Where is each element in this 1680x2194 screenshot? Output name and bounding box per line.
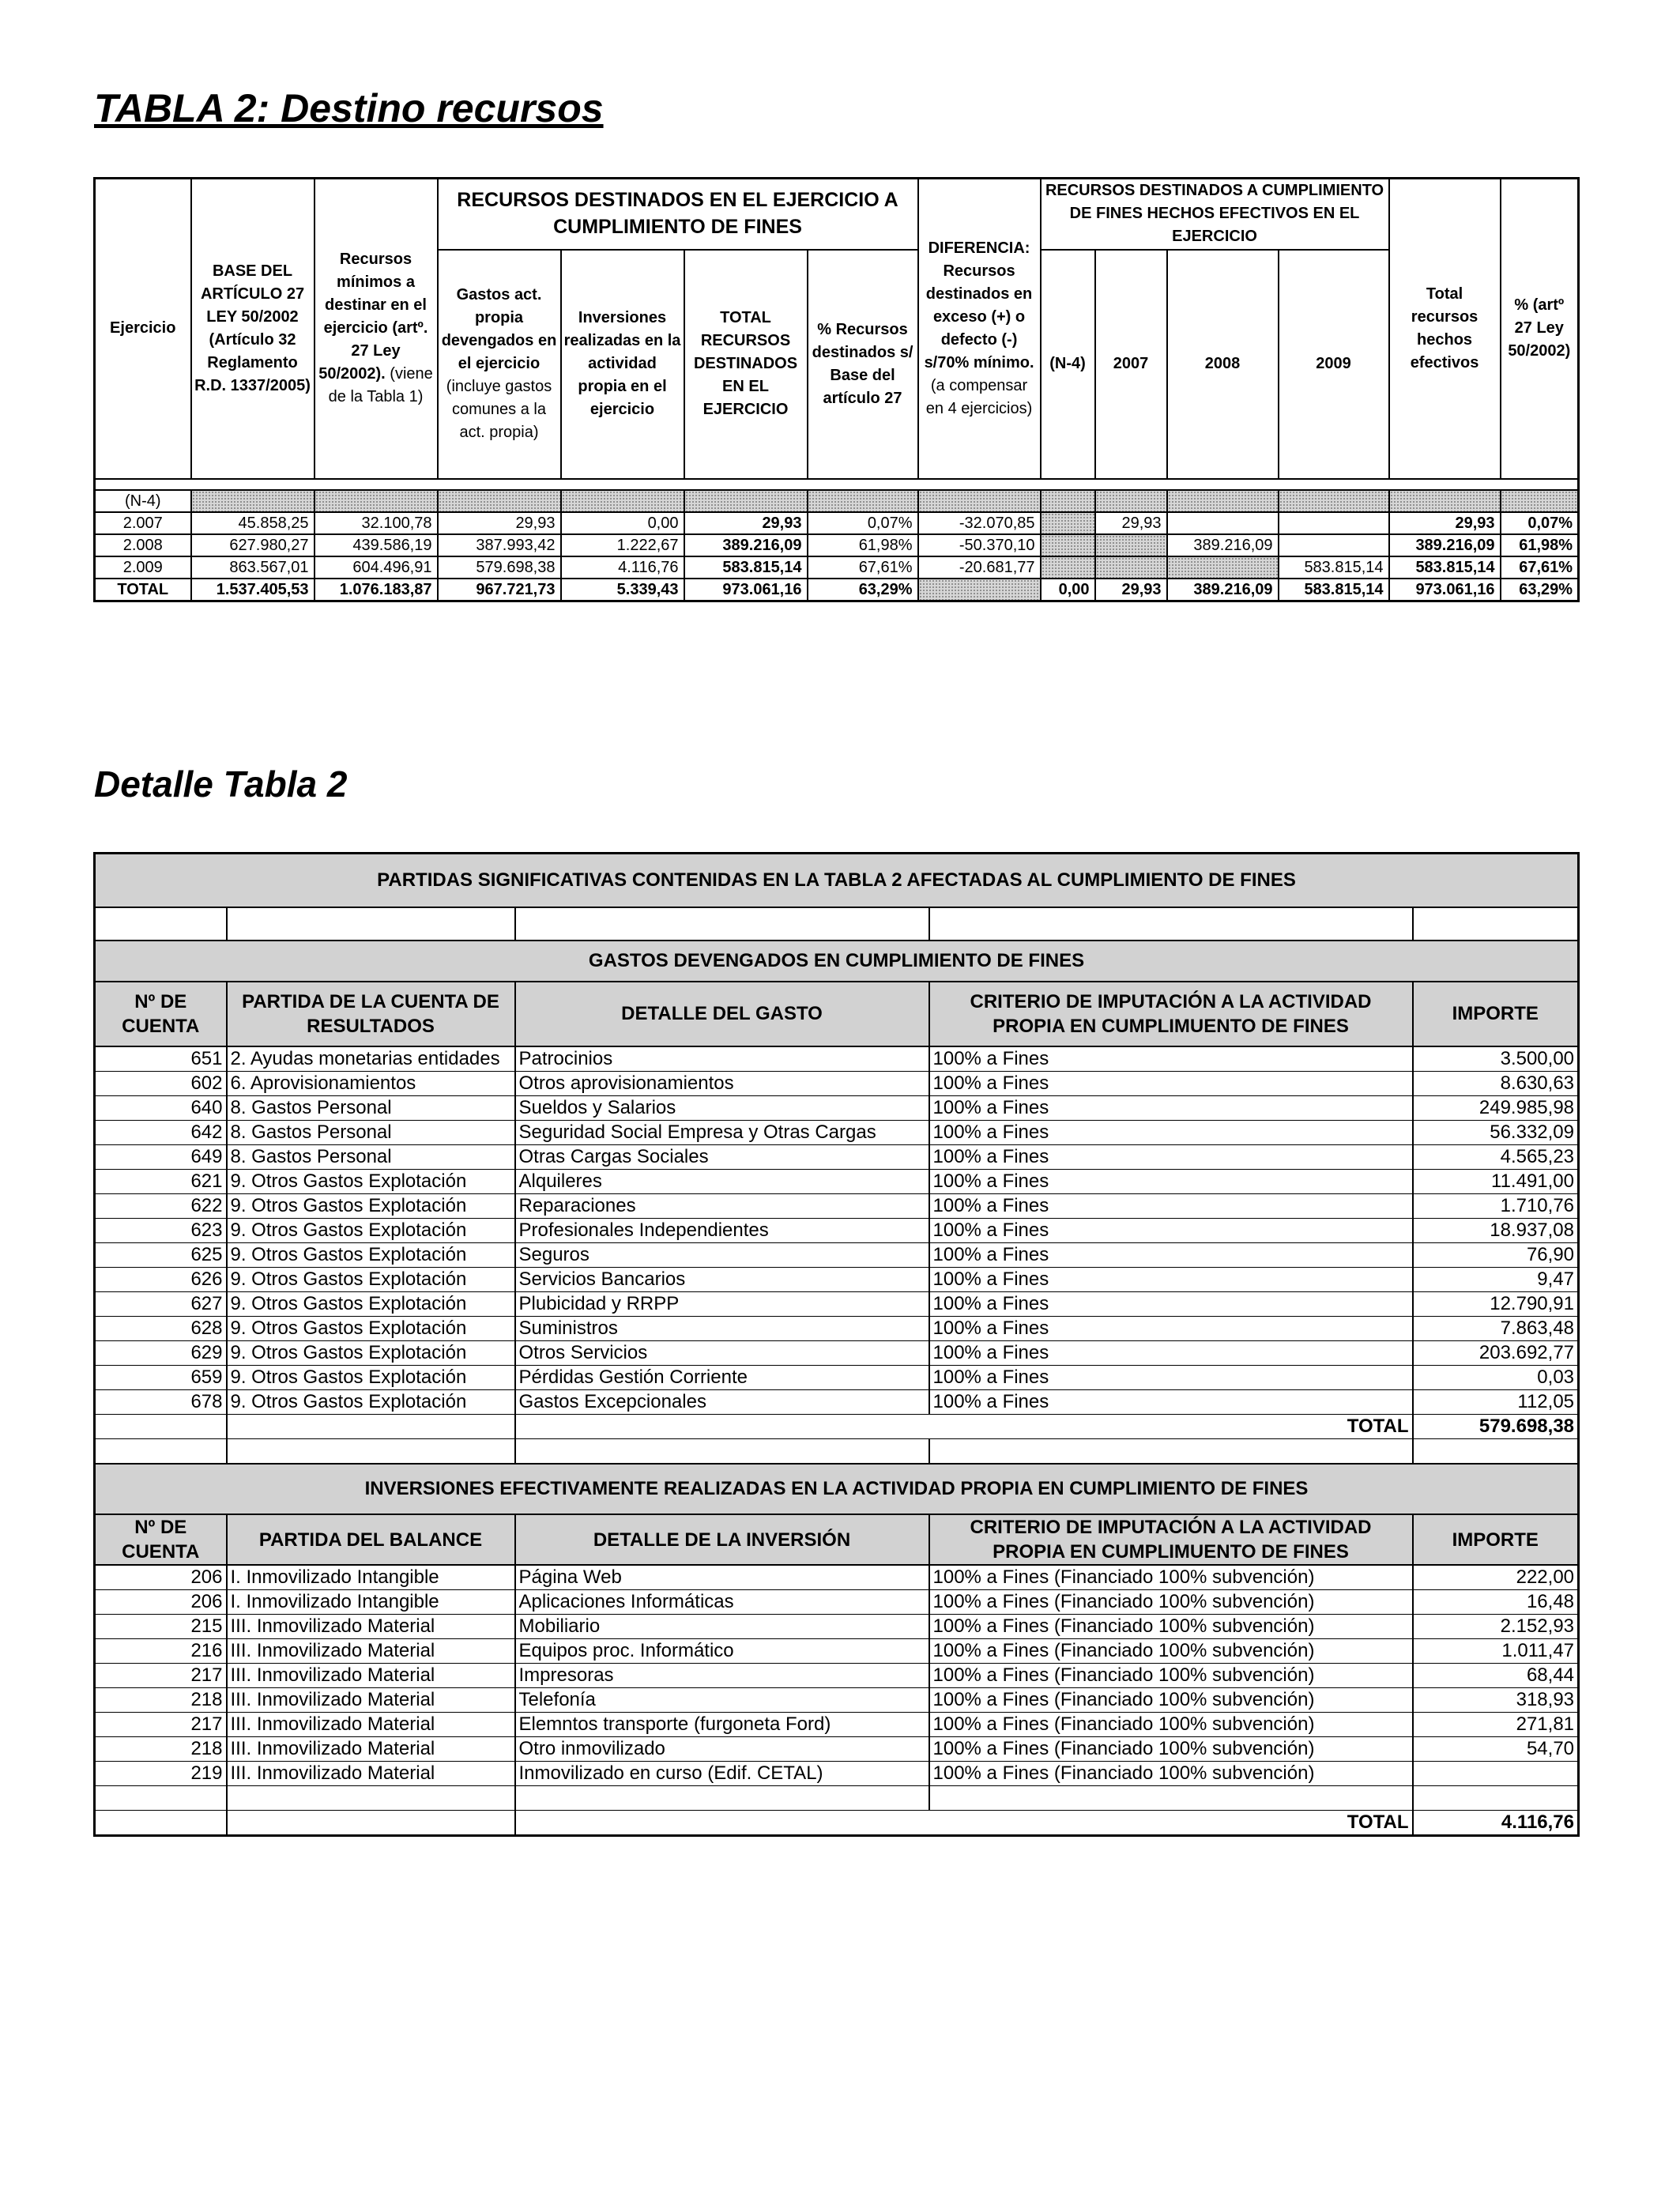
cell-criterio: 100% a Fines xyxy=(929,1145,1413,1170)
cell-cuenta: 602 xyxy=(95,1072,227,1096)
gastos-total-label: TOTAL xyxy=(515,1415,1413,1439)
cell-detalle: Elemntos transporte (furgoneta Ford) xyxy=(515,1713,929,1737)
cell-minimo: 32.100,78 xyxy=(315,512,438,534)
col-header-importe: IMPORTE xyxy=(1413,982,1579,1046)
cell-criterio: 100% a Fines xyxy=(929,1219,1413,1243)
empty-cell xyxy=(515,1786,929,1811)
cell-partida: 9. Otros Gastos Explotación xyxy=(227,1390,515,1415)
col-header-detalle: DETALLE DE LA INVERSIÓN xyxy=(515,1514,929,1565)
cell-criterio: 100% a Fines xyxy=(929,1243,1413,1268)
cell-gastos: 579.698,38 xyxy=(438,556,561,579)
cell-cuenta: 649 xyxy=(95,1145,227,1170)
cell-pct-efectivos: 0,07% xyxy=(1501,512,1579,534)
cell-base: 45.858,25 xyxy=(191,512,315,534)
cell-cuenta: 642 xyxy=(95,1121,227,1145)
cell-2008 xyxy=(1167,512,1279,534)
cell-detalle: Otros aprovisionamientos xyxy=(515,1072,929,1096)
empty-cell xyxy=(95,1439,227,1465)
cell-cuenta: 218 xyxy=(95,1688,227,1713)
cell-gastos: 967.721,73 xyxy=(438,579,561,601)
cell-cuenta: 626 xyxy=(95,1268,227,1292)
cell-detalle: Sueldos y Salarios xyxy=(515,1096,929,1121)
cell-criterio: 100% a Fines xyxy=(929,1072,1413,1096)
header-grupo-recursos-efectivos: RECURSOS DESTINADOS A CUMPLIMIENTO DE FINES HECHOS EFECTIVOS EN EL EJERCICIO xyxy=(1041,179,1389,250)
cell-criterio: 100% a Fines (Financiado 100% subvención) xyxy=(929,1737,1413,1762)
cell-partida: 9. Otros Gastos Explotación xyxy=(227,1243,515,1268)
col-header-importe: IMPORTE xyxy=(1413,1514,1579,1565)
cell-importe: 7.863,48 xyxy=(1413,1317,1579,1341)
cell-detalle: Plubicidad y RRPP xyxy=(515,1292,929,1317)
cell-cuenta: 623 xyxy=(95,1219,227,1243)
cell-detalle: Otros Servicios xyxy=(515,1341,929,1366)
cell-n4 xyxy=(1041,556,1095,579)
cell-partida: 6. Aprovisionamientos xyxy=(227,1072,515,1096)
cell-2008 xyxy=(1167,490,1279,512)
table-row xyxy=(95,1565,1579,1590)
cell-importe: 12.790,91 xyxy=(1413,1292,1579,1317)
cell-cuenta: 659 xyxy=(95,1366,227,1390)
cell-importe: 0,03 xyxy=(1413,1366,1579,1390)
cell-detalle: Equipos proc. Informático xyxy=(515,1639,929,1664)
cell-importe xyxy=(1413,1762,1579,1786)
cell-criterio: 100% a Fines xyxy=(929,1341,1413,1366)
empty-cell xyxy=(95,1415,227,1439)
cell-partida: 9. Otros Gastos Explotación xyxy=(227,1317,515,1341)
empty-cell xyxy=(1413,1439,1579,1465)
cell-partida: 9. Otros Gastos Explotación xyxy=(227,1219,515,1243)
cell-total-efectivos xyxy=(1389,490,1501,512)
header-gastos-note: (incluye gastos comunes a la act. propia) xyxy=(446,378,552,441)
empty-cell xyxy=(227,1439,515,1465)
cell-detalle: Gastos Excepcionales xyxy=(515,1390,929,1415)
cell-importe: 76,90 xyxy=(1413,1243,1579,1268)
cell-2009 xyxy=(1279,490,1389,512)
cell-n4 xyxy=(1041,512,1095,534)
header-gastos-text: Gastos act. propia devengados en el ejercicio xyxy=(441,286,557,372)
cell-gastos: 387.993,42 xyxy=(438,534,561,556)
gastos-section-title: GASTOS DEVENGADOS EN CUMPLIMIENTO DE FINES xyxy=(95,941,1579,982)
cell-partida: 9. Otros Gastos Explotación xyxy=(227,1194,515,1219)
cell-criterio: 100% a Fines xyxy=(929,1292,1413,1317)
cell-criterio: 100% a Fines (Financiado 100% subvención) xyxy=(929,1639,1413,1664)
cell-minimo xyxy=(315,490,438,512)
table-row xyxy=(95,512,1579,534)
empty-cell xyxy=(227,1811,515,1836)
header-total-recursos-hechos: Total recursos hechos efectivos xyxy=(1389,179,1501,479)
cell-2009 xyxy=(1279,512,1389,534)
gastos-column-headers xyxy=(95,982,1579,1046)
cell-importe: 9,47 xyxy=(1413,1268,1579,1292)
gastos-rows xyxy=(95,1046,1579,1415)
table-row xyxy=(95,1390,1579,1415)
cell-diferencia: -32.070,85 xyxy=(918,512,1041,534)
cell-ejercicio: TOTAL xyxy=(95,579,191,601)
cell-detalle: Seguros xyxy=(515,1243,929,1268)
detalle-main-header: PARTIDAS SIGNIFICATIVAS CONTENIDAS EN LA TABLA 2 AFECTADAS AL CUMPLIMIENTO DE FINES xyxy=(95,854,1579,908)
cell-gastos xyxy=(438,490,561,512)
cell-2008: 389.216,09 xyxy=(1167,579,1279,601)
cell-importe: 222,00 xyxy=(1413,1565,1579,1590)
table-row xyxy=(95,1121,1579,1145)
header-recursos-minimos-text: Recursos mínimos a destinar en el ejercicio (artº. 27 Ley 50/2002). xyxy=(318,251,428,383)
cell-ejercicio: 2.009 xyxy=(95,556,191,579)
cell-diferencia xyxy=(918,579,1041,601)
cell-partida: 9. Otros Gastos Explotación xyxy=(227,1341,515,1366)
detalle-tabla-2 xyxy=(93,852,1580,1837)
cell-2007 xyxy=(1095,556,1167,579)
cell-criterio: 100% a Fines (Financiado 100% subvención) xyxy=(929,1590,1413,1615)
cell-cuenta: 678 xyxy=(95,1390,227,1415)
table-row xyxy=(95,490,1579,512)
cell-detalle: Pérdidas Gestión Corriente xyxy=(515,1366,929,1390)
header-diferencia-text: DIFERENCIA: Recursos destinados en exceso (+) o defecto (-) s/70% mínimo. xyxy=(924,239,1034,371)
cell-inversiones: 4.116,76 xyxy=(561,556,684,579)
table-row xyxy=(95,1762,1579,1786)
cell-base xyxy=(191,490,315,512)
cell-criterio: 100% a Fines xyxy=(929,1121,1413,1145)
cell-partida: III. Inmovilizado Material xyxy=(227,1762,515,1786)
cell-partida: 9. Otros Gastos Explotación xyxy=(227,1366,515,1390)
cell-importe: 271,81 xyxy=(1413,1713,1579,1737)
cell-base: 863.567,01 xyxy=(191,556,315,579)
cell-2007: 29,93 xyxy=(1095,512,1167,534)
empty-row xyxy=(95,907,1579,941)
cell-detalle: Aplicaciones Informáticas xyxy=(515,1590,929,1615)
cell-detalle: Seguridad Social Empresa y Otras Cargas xyxy=(515,1121,929,1145)
cell-criterio: 100% a Fines xyxy=(929,1366,1413,1390)
table-row xyxy=(95,1046,1579,1072)
cell-partida: 9. Otros Gastos Explotación xyxy=(227,1170,515,1194)
empty-row xyxy=(95,1439,1579,1465)
cell-n4 xyxy=(1041,490,1095,512)
header-diferencia xyxy=(918,179,1041,479)
cell-partida: I. Inmovilizado Intangible xyxy=(227,1565,515,1590)
cell-cuenta: 206 xyxy=(95,1565,227,1590)
header-diferencia-note: (a compensar en 4 ejercicios) xyxy=(925,376,1033,417)
cell-partida: III. Inmovilizado Material xyxy=(227,1615,515,1639)
cell-partida: 9. Otros Gastos Explotación xyxy=(227,1292,515,1317)
col-header-cuenta: Nº DE CUENTA xyxy=(95,982,227,1046)
col-header-partida: PARTIDA DEL BALANCE xyxy=(227,1514,515,1565)
cell-detalle: Reparaciones xyxy=(515,1194,929,1219)
cell-cuenta: 640 xyxy=(95,1096,227,1121)
cell-ejercicio: 2.008 xyxy=(95,534,191,556)
empty-row xyxy=(95,1786,1579,1811)
table-row xyxy=(95,1615,1579,1639)
cell-detalle: Servicios Bancarios xyxy=(515,1268,929,1292)
cell-cuenta: 621 xyxy=(95,1170,227,1194)
cell-pct: 61,98% xyxy=(808,534,918,556)
cell-importe: 4.565,23 xyxy=(1413,1145,1579,1170)
empty-cell xyxy=(1413,907,1579,941)
cell-detalle: Telefonía xyxy=(515,1688,929,1713)
cell-cuenta: 628 xyxy=(95,1317,227,1341)
empty-cell xyxy=(929,907,1413,941)
cell-partida: 8. Gastos Personal xyxy=(227,1145,515,1170)
inversiones-rows xyxy=(95,1565,1579,1786)
cell-pct: 0,07% xyxy=(808,512,918,534)
cell-partida: 2. Ayudas monetarias entidades xyxy=(227,1046,515,1072)
inversiones-column-headers xyxy=(95,1514,1579,1565)
cell-2007: 29,93 xyxy=(1095,579,1167,601)
empty-cell xyxy=(1413,1786,1579,1811)
cell-criterio: 100% a Fines (Financiado 100% subvención) xyxy=(929,1565,1413,1590)
table-row xyxy=(95,1317,1579,1341)
cell-partida: 8. Gastos Personal xyxy=(227,1096,515,1121)
table-row xyxy=(95,1292,1579,1317)
table-row xyxy=(95,1243,1579,1268)
cell-pct-efectivos: 63,29% xyxy=(1501,579,1579,601)
cell-detalle: Otras Cargas Sociales xyxy=(515,1145,929,1170)
table-row xyxy=(95,1590,1579,1615)
cell-pct-efectivos: 61,98% xyxy=(1501,534,1579,556)
cell-cuenta: 219 xyxy=(95,1762,227,1786)
cell-cuenta: 627 xyxy=(95,1292,227,1317)
cell-gastos: 29,93 xyxy=(438,512,561,534)
cell-detalle: Inmovilizado en curso (Edif. CETAL) xyxy=(515,1762,929,1786)
cell-criterio: 100% a Fines xyxy=(929,1194,1413,1219)
cell-importe: 1.011,47 xyxy=(1413,1639,1579,1664)
cell-pct: 63,29% xyxy=(808,579,918,601)
table-row xyxy=(95,534,1579,556)
col-header-criterio: CRITERIO DE IMPUTACIÓN A LA ACTIVIDAD PROPIA EN CUMPLIMUENTO DE FINES xyxy=(929,982,1413,1046)
cell-importe: 8.630,63 xyxy=(1413,1072,1579,1096)
cell-importe: 2.152,93 xyxy=(1413,1615,1579,1639)
table-row xyxy=(95,1713,1579,1737)
cell-cuenta: 217 xyxy=(95,1664,227,1688)
cell-partida: 8. Gastos Personal xyxy=(227,1121,515,1145)
cell-detalle: Suministros xyxy=(515,1317,929,1341)
cell-2009: 583.815,14 xyxy=(1279,579,1389,601)
cell-criterio: 100% a Fines xyxy=(929,1170,1413,1194)
page-title: TABLA 2: Destino recursos xyxy=(94,86,604,130)
cell-ejercicio: (N-4) xyxy=(95,490,191,512)
inversiones-total-value: 4.116,76 xyxy=(1413,1811,1579,1836)
empty-cell xyxy=(95,1786,227,1811)
cell-total-efectivos: 973.061,16 xyxy=(1389,579,1501,601)
cell-base: 1.537.405,53 xyxy=(191,579,315,601)
empty-cell xyxy=(929,1439,1413,1465)
cell-partida: 9. Otros Gastos Explotación xyxy=(227,1268,515,1292)
header-ejercicio: Ejercicio xyxy=(95,179,191,479)
col-header-partida: PARTIDA DE LA CUENTA DE RESULTADOS xyxy=(227,982,515,1046)
header-recursos-minimos xyxy=(315,179,438,479)
table-row xyxy=(95,1268,1579,1292)
cell-2008 xyxy=(1167,556,1279,579)
cell-diferencia xyxy=(918,490,1041,512)
empty-cell xyxy=(227,907,515,941)
inversiones-section-title: INVERSIONES EFECTIVAMENTE REALIZADAS EN LA ACTIVIDAD PROPIA EN CUMPLIMIENTO DE FINES xyxy=(95,1464,1579,1514)
cell-2007 xyxy=(1095,534,1167,556)
cell-criterio: 100% a Fines (Financiado 100% subvención) xyxy=(929,1688,1413,1713)
cell-importe: 3.500,00 xyxy=(1413,1046,1579,1072)
cell-partida: III. Inmovilizado Material xyxy=(227,1713,515,1737)
tabla-2-destino-recursos xyxy=(93,177,1580,602)
cell-importe: 56.332,09 xyxy=(1413,1121,1579,1145)
header-inversiones: Inversiones realizadas en la actividad propia en el ejercicio xyxy=(561,250,684,479)
cell-minimo: 604.496,91 xyxy=(315,556,438,579)
header-n4: (N-4) xyxy=(1041,250,1095,479)
header-grupo-recursos-destinados: RECURSOS DESTINADOS EN EL EJERCICIO A CUMPLIMIENTO DE FINES xyxy=(438,179,918,250)
header-gastos-act-propia xyxy=(438,250,561,479)
cell-importe: 1.710,76 xyxy=(1413,1194,1579,1219)
cell-total-efectivos: 29,93 xyxy=(1389,512,1501,534)
header-recursos-minimos-note: (viene de la Tabla 1) xyxy=(328,365,433,406)
cell-criterio: 100% a Fines xyxy=(929,1096,1413,1121)
cell-n4: 0,00 xyxy=(1041,579,1095,601)
table-row xyxy=(95,1664,1579,1688)
cell-diferencia: -50.370,10 xyxy=(918,534,1041,556)
table-row xyxy=(95,1072,1579,1096)
cell-total-efectivos: 389.216,09 xyxy=(1389,534,1501,556)
col-header-detalle: DETALLE DEL GASTO xyxy=(515,982,929,1046)
cell-importe: 318,93 xyxy=(1413,1688,1579,1713)
cell-detalle: Otro inmovilizado xyxy=(515,1737,929,1762)
cell-inversiones: 1.222,67 xyxy=(561,534,684,556)
cell-detalle: Página Web xyxy=(515,1565,929,1590)
cell-criterio: 100% a Fines xyxy=(929,1390,1413,1415)
empty-cell xyxy=(227,1786,515,1811)
header-base-articulo-27: BASE DEL ARTÍCULO 27 LEY 50/2002 (Artículo 32 Reglamento R.D. 1337/2005) xyxy=(191,179,315,479)
table-row xyxy=(95,1194,1579,1219)
cell-partida: III. Inmovilizado Material xyxy=(227,1688,515,1713)
empty-cell xyxy=(95,907,227,941)
cell-importe: 112,05 xyxy=(1413,1390,1579,1415)
empty-cell xyxy=(515,1439,929,1465)
table-row xyxy=(95,1366,1579,1390)
cell-criterio: 100% a Fines (Financiado 100% subvención) xyxy=(929,1615,1413,1639)
cell-cuenta: 625 xyxy=(95,1243,227,1268)
cell-inversiones: 5.339,43 xyxy=(561,579,684,601)
table-row xyxy=(95,1170,1579,1194)
cell-pct-efectivos xyxy=(1501,490,1579,512)
cell-criterio: 100% a Fines xyxy=(929,1268,1413,1292)
cell-partida: III. Inmovilizado Material xyxy=(227,1664,515,1688)
cell-diferencia: -20.681,77 xyxy=(918,556,1041,579)
cell-partida: III. Inmovilizado Material xyxy=(227,1639,515,1664)
header-2008: 2008 xyxy=(1167,250,1279,479)
table-row xyxy=(95,1688,1579,1713)
cell-criterio: 100% a Fines (Financiado 100% subvención) xyxy=(929,1762,1413,1786)
cell-total xyxy=(684,490,808,512)
cell-cuenta: 216 xyxy=(95,1639,227,1664)
cell-detalle: Patrocinios xyxy=(515,1046,929,1072)
cell-importe: 11.491,00 xyxy=(1413,1170,1579,1194)
col-header-criterio: CRITERIO DE IMPUTACIÓN A LA ACTIVIDAD PROPIA EN CUMPLIMUENTO DE FINES xyxy=(929,1514,1413,1565)
cell-total: 583.815,14 xyxy=(684,556,808,579)
cell-total-efectivos: 583.815,14 xyxy=(1389,556,1501,579)
cell-criterio: 100% a Fines xyxy=(929,1317,1413,1341)
cell-importe: 16,48 xyxy=(1413,1590,1579,1615)
empty-cell xyxy=(227,1415,515,1439)
table-row xyxy=(95,1096,1579,1121)
cell-importe: 203.692,77 xyxy=(1413,1341,1579,1366)
cell-pct xyxy=(808,490,918,512)
header-total-recursos-destinados: TOTAL RECURSOS DESTINADOS EN EL EJERCICIO xyxy=(684,250,808,479)
cell-cuenta: 651 xyxy=(95,1046,227,1072)
cell-criterio: 100% a Fines (Financiado 100% subvención) xyxy=(929,1713,1413,1737)
header-2007: 2007 xyxy=(1095,250,1167,479)
cell-inversiones: 0,00 xyxy=(561,512,684,534)
cell-detalle: Alquileres xyxy=(515,1170,929,1194)
detail-title: Detalle Tabla 2 xyxy=(94,763,348,805)
cell-total: 973.061,16 xyxy=(684,579,808,601)
cell-importe: 68,44 xyxy=(1413,1664,1579,1688)
cell-minimo: 439.586,19 xyxy=(315,534,438,556)
table-row xyxy=(95,1341,1579,1366)
gastos-total-row xyxy=(95,1415,1579,1439)
gastos-total-value: 579.698,38 xyxy=(1413,1415,1579,1439)
col-header-cuenta: Nº DE CUENTA xyxy=(95,1514,227,1565)
cell-n4 xyxy=(1041,534,1095,556)
cell-2007 xyxy=(1095,490,1167,512)
cell-detalle: Impresoras xyxy=(515,1664,929,1688)
cell-cuenta: 215 xyxy=(95,1615,227,1639)
cell-detalle: Mobiliario xyxy=(515,1615,929,1639)
table-row xyxy=(95,1145,1579,1170)
cell-2008: 389.216,09 xyxy=(1167,534,1279,556)
table-row xyxy=(95,1219,1579,1243)
cell-criterio: 100% a Fines xyxy=(929,1046,1413,1072)
table-row xyxy=(95,556,1579,579)
empty-cell xyxy=(929,1786,1413,1811)
cell-2009 xyxy=(1279,534,1389,556)
cell-total: 29,93 xyxy=(684,512,808,534)
table-row xyxy=(95,1639,1579,1664)
table-spacer xyxy=(95,479,1579,490)
table-total-row xyxy=(95,579,1579,601)
cell-importe: 18.937,08 xyxy=(1413,1219,1579,1243)
cell-base: 627.980,27 xyxy=(191,534,315,556)
table-row xyxy=(95,1737,1579,1762)
cell-cuenta: 218 xyxy=(95,1737,227,1762)
cell-minimo: 1.076.183,87 xyxy=(315,579,438,601)
cell-cuenta: 217 xyxy=(95,1713,227,1737)
cell-cuenta: 206 xyxy=(95,1590,227,1615)
empty-cell xyxy=(95,1811,227,1836)
cell-total: 389.216,09 xyxy=(684,534,808,556)
cell-2009: 583.815,14 xyxy=(1279,556,1389,579)
inversiones-total-row xyxy=(95,1811,1579,1836)
header-pct-recursos-destinados: % Recursos destinados s/ Base del artículo 27 xyxy=(808,250,918,479)
cell-partida: III. Inmovilizado Material xyxy=(227,1737,515,1762)
header-2009: 2009 xyxy=(1279,250,1389,479)
cell-criterio: 100% a Fines (Financiado 100% subvención) xyxy=(929,1664,1413,1688)
cell-cuenta: 622 xyxy=(95,1194,227,1219)
cell-ejercicio: 2.007 xyxy=(95,512,191,534)
header-pct-articulo-27: % (artº 27 Ley 50/2002) xyxy=(1501,179,1579,479)
cell-inversiones xyxy=(561,490,684,512)
cell-importe: 54,70 xyxy=(1413,1737,1579,1762)
empty-cell xyxy=(515,907,929,941)
cell-pct: 67,61% xyxy=(808,556,918,579)
cell-importe: 249.985,98 xyxy=(1413,1096,1579,1121)
cell-partida: I. Inmovilizado Intangible xyxy=(227,1590,515,1615)
cell-detalle: Profesionales Independientes xyxy=(515,1219,929,1243)
cell-cuenta: 629 xyxy=(95,1341,227,1366)
inversiones-total-label: TOTAL xyxy=(515,1811,1413,1836)
cell-pct-efectivos: 67,61% xyxy=(1501,556,1579,579)
